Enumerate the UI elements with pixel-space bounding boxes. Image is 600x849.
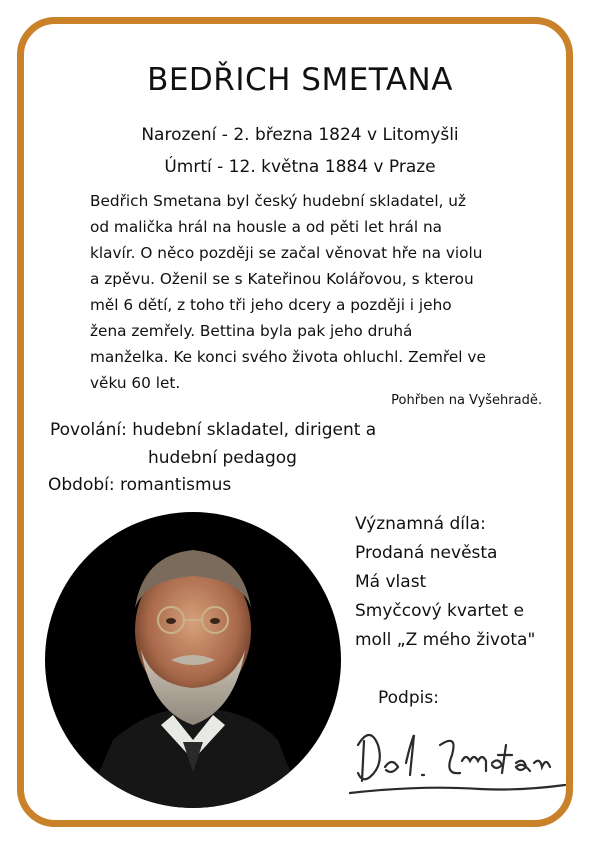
bio-line: klavír. O něco později se začal věnovat hře na violu xyxy=(90,244,483,262)
occupation-line-1: Povolání: hudební skladatel, dirigent a xyxy=(50,420,377,440)
bio-line: měl 6 dětí, z toho tři jeho dcery a později i jeho xyxy=(90,296,452,314)
page-title: BEDŘICH SMETANA xyxy=(147,62,453,98)
notable-works xyxy=(355,510,565,655)
work-item: Prodaná nevěsta xyxy=(355,543,498,563)
work-item: Smyčcový kvartet e moll „Z mého života" xyxy=(355,601,536,650)
biography xyxy=(90,188,535,396)
period: Období: romantismus xyxy=(48,475,232,495)
bio-line: manželka. Ke konci svého života ohluchl. Zemřel ve xyxy=(90,348,486,366)
bio-line: a zpěvu. Oženil se s Kateřinou Kolářovou, s kterou xyxy=(90,270,474,288)
occupation-line-2: hudební pedagog xyxy=(148,448,297,468)
portrait-photo xyxy=(43,510,343,810)
signature-label: Podpis: xyxy=(378,688,439,708)
burial-note: Pohřben na Vyšehradě. xyxy=(391,393,542,408)
signature xyxy=(340,715,570,810)
bio-line: od malička hrál na housle a od pěti let hrál na xyxy=(90,218,443,236)
bio-line: věku 60 let. xyxy=(90,374,181,392)
works-heading: Významná díla: xyxy=(355,514,486,534)
bio-line: žena zemřely. Bettina byla pak jeho druhá xyxy=(90,322,413,340)
work-item: Má vlast xyxy=(355,572,427,592)
bio-line: Bedřich Smetana byl český hudební skladatel, už xyxy=(90,192,467,210)
birth-info: Narození - 2. března 1824 v Litomyšli xyxy=(141,125,459,145)
death-info: Úmrtí - 12. května 1884 v Praze xyxy=(164,157,436,177)
